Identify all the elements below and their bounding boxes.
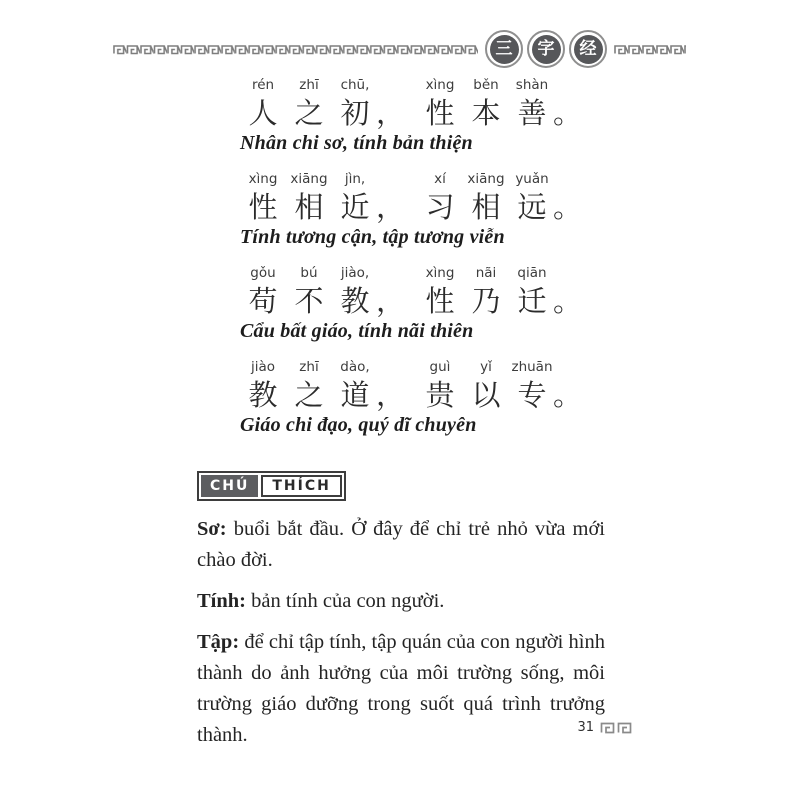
pinyin: bú xyxy=(300,265,318,281)
medallion-san xyxy=(485,30,523,68)
pinyin: xìng xyxy=(425,265,455,281)
punctuation-cell xyxy=(376,189,406,225)
verse-3 xyxy=(240,264,583,358)
hanzi-cell xyxy=(332,170,378,225)
hanzi: 善 xyxy=(517,96,547,130)
punctuation: 。 xyxy=(553,96,583,130)
pinyin: jiào xyxy=(250,359,276,375)
note-term: Tính: xyxy=(197,590,246,612)
pinyin: jiào, xyxy=(340,265,370,281)
pinyin: yǐ xyxy=(480,359,492,375)
medallion-character: 三 xyxy=(490,35,519,64)
hanzi-cell xyxy=(240,76,286,131)
vietnamese-translation: Cẩu bất giáo, tính nãi thiên xyxy=(240,320,474,342)
note-text: để chỉ tập tính, tập quán của con người hình thành do ảnh hưởng của môi trường sống, môi trường giáo dưỡng trong suốt quá trình trưởng thành. xyxy=(197,631,605,746)
hanzi: 初 xyxy=(340,96,370,130)
punctuation: 。 xyxy=(553,190,583,224)
pinyin: xiāng xyxy=(467,171,505,187)
pinyin: xí xyxy=(434,171,446,187)
verse-4-characters xyxy=(240,358,583,413)
hanzi-cell xyxy=(463,358,509,413)
pinyin: zhī xyxy=(299,77,319,93)
hanzi: 性 xyxy=(425,284,455,318)
pinyin: gǒu xyxy=(250,265,276,281)
vietnamese-translation: Giáo chi đạo, quý dĩ chuyên xyxy=(240,414,477,436)
note-text: bản tính của con người. xyxy=(251,590,445,612)
meander-pattern-right xyxy=(614,43,686,56)
hanzi: 之 xyxy=(294,96,324,130)
vietnamese-translation: Tính tương cận, tập tương viễn xyxy=(240,226,505,248)
hanzi: 性 xyxy=(248,190,278,224)
hanzi: 道 xyxy=(340,378,370,412)
spiral-square-icon xyxy=(600,722,615,734)
note-text: buổi bắt đầu. Ở đây để chỉ trẻ nhỏ vừa mới chào đời. xyxy=(197,518,606,571)
punctuation-cell xyxy=(376,95,406,131)
verse-1 xyxy=(240,76,583,170)
hanzi-cell xyxy=(417,76,463,131)
pinyin: xìng xyxy=(248,171,278,187)
hanzi-cell xyxy=(286,76,332,131)
hanzi-cell xyxy=(332,264,378,319)
hanzi: 近 xyxy=(340,190,370,224)
page-footer xyxy=(577,720,632,735)
hanzi-cell xyxy=(509,358,555,413)
meander-pattern-left xyxy=(113,43,478,56)
footer-ornament xyxy=(600,722,632,734)
pinyin: zhuān xyxy=(511,359,553,375)
pinyin: zhī xyxy=(299,359,319,375)
verse-3-characters xyxy=(240,264,583,319)
pinyin: xiāng xyxy=(290,171,328,187)
medallion-character: 经 xyxy=(574,35,603,64)
hanzi: 乃 xyxy=(471,284,501,318)
punctuation: 。 xyxy=(553,378,583,412)
hanzi-cell xyxy=(463,264,509,319)
pinyin: jìn, xyxy=(344,171,366,187)
hanzi: 专 xyxy=(517,378,547,412)
verse-2-characters xyxy=(240,170,583,225)
punctuation-cell xyxy=(553,377,583,413)
hanzi: 相 xyxy=(294,190,324,224)
hanzi: 苟 xyxy=(248,284,278,318)
hanzi: 性 xyxy=(425,96,455,130)
hanzi: 以 xyxy=(471,378,501,412)
punctuation-cell xyxy=(376,377,406,413)
punctuation-cell xyxy=(553,95,583,131)
pinyin: shàn xyxy=(515,77,549,93)
punctuation: ， xyxy=(376,284,406,318)
note-tap xyxy=(197,627,605,751)
note-term: Tập: xyxy=(197,631,240,653)
pinyin: qiān xyxy=(517,265,547,281)
thich-label: THÍCH xyxy=(261,475,341,497)
hanzi-cell xyxy=(509,76,555,131)
note-tinh xyxy=(197,586,605,617)
hanzi-cell xyxy=(332,76,378,131)
hanzi-cell xyxy=(417,264,463,319)
pinyin: běn xyxy=(473,77,499,93)
verse-1-characters xyxy=(240,76,583,131)
hanzi-cell xyxy=(417,358,463,413)
verse-4 xyxy=(240,358,583,452)
vietnamese-translation: Nhân chi sơ, tính bản thiện xyxy=(240,132,473,154)
punctuation: ， xyxy=(376,190,406,224)
hanzi-cell xyxy=(463,76,509,131)
page-number: 31 xyxy=(577,720,594,735)
chu-label: CHÚ xyxy=(201,475,258,497)
verse-2 xyxy=(240,170,583,264)
verse-section xyxy=(240,76,583,452)
hanzi: 教 xyxy=(340,284,370,318)
spiral-square-icon xyxy=(617,722,632,734)
hanzi: 之 xyxy=(294,378,324,412)
hanzi-cell xyxy=(417,170,463,225)
hanzi: 贵 xyxy=(425,378,455,412)
punctuation-cell xyxy=(376,283,406,319)
note-so xyxy=(197,514,605,576)
pinyin: chū, xyxy=(340,77,370,93)
hanzi: 习 xyxy=(425,190,455,224)
hanzi-cell xyxy=(240,170,286,225)
hanzi-cell xyxy=(286,264,332,319)
hanzi: 教 xyxy=(248,378,278,412)
notes-section xyxy=(197,471,605,761)
hanzi: 相 xyxy=(471,190,501,224)
hanzi-cell xyxy=(286,170,332,225)
header-band xyxy=(113,29,686,69)
punctuation-cell xyxy=(553,283,583,319)
hanzi: 迁 xyxy=(517,284,547,318)
medallion-character: 字 xyxy=(532,35,561,64)
hanzi-cell xyxy=(332,358,378,413)
hanzi: 本 xyxy=(471,96,501,130)
hanzi: 不 xyxy=(294,284,324,318)
pinyin: rén xyxy=(251,77,275,93)
hanzi-cell xyxy=(240,264,286,319)
medallion-zi xyxy=(527,30,565,68)
chu-thich-heading xyxy=(197,471,346,501)
medallion-jing xyxy=(569,30,607,68)
pinyin: xìng xyxy=(425,77,455,93)
punctuation-cell xyxy=(553,189,583,225)
hanzi: 远 xyxy=(517,190,547,224)
pinyin: dào, xyxy=(340,359,370,375)
pinyin: nãi xyxy=(475,265,497,281)
punctuation: ， xyxy=(376,378,406,412)
punctuation: 。 xyxy=(553,284,583,318)
pinyin: yuǎn xyxy=(515,171,549,187)
hanzi-cell xyxy=(509,170,555,225)
hanzi-cell xyxy=(286,358,332,413)
punctuation: ， xyxy=(376,96,406,130)
hanzi-cell xyxy=(463,170,509,225)
hanzi: 人 xyxy=(248,96,278,130)
hanzi-cell xyxy=(240,358,286,413)
pinyin: guì xyxy=(429,359,451,375)
title-medallions xyxy=(485,30,607,68)
note-term: Sơ: xyxy=(197,518,227,540)
hanzi-cell xyxy=(509,264,555,319)
